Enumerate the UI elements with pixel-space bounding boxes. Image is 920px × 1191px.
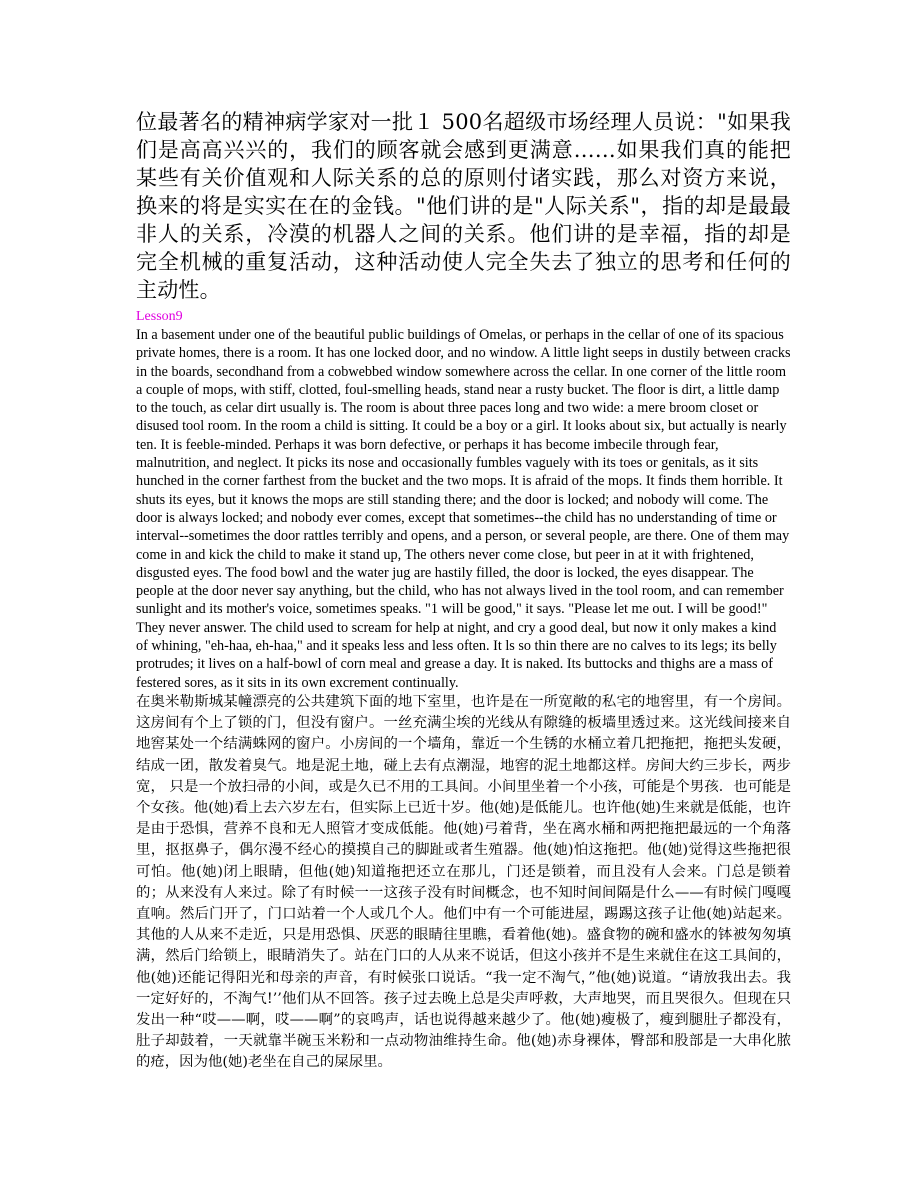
intro-chinese-paragraph: 位最著名的精神病学家对一批１ 500名超级市场经理人员说："如果我们是高高兴兴的，我们的顾客就会感到更满意……如果我们真的能把某些有关价值观和人际关系的总的原则付诸实践，那么对资方来说，换来的将是实实在在的金钱。"他们讲的是"人际关系"，指的却是最最非人的关系，冷漠的机器人之间的关系。他们讲的是幸福，指的却是完全机械的重复活动，这种活动使人完全失去了独立的思考和任何的主动性。 xyxy=(136,110,791,302)
chinese-translation-paragraph: 在奥米勒斯城某幢漂亮的公共建筑下面的地下室里，也许是在一所宽敞的私宅的地窖里，有一个房间。这房间有个上了锁的门，但没有窗户。一丝充满尘埃的光线从有隙缝的板墙里透过来。这光线间接来自地窖某处一个结满蛛网的窗户。小房间的一个墙角，靠近一个生锈的水桶立着几把拖把，拖把头发硬，结成一团，散发着臭气。地是泥土地，碰上去有点潮湿，地窖的泥土地都这样。房间大约三步长，两步宽， 只是一个放扫帚的小间，或是久已不用的工具间。小间里坐着一个小孩，可能是个男孩．也可能是个女孩。他(她)看上去六岁左右，但实际上已近十岁。他(她)是低能儿。也许他(她)生来就是低能，也许是由于恐惧，营养不良和无人照管才变成低能。他(她)弓着背，坐在离水桶和两把拖把最远的一个角落里，抠抠鼻子，偶尔漫不经心的摸摸自己的脚趾或者生殖器。他(她)怕这拖把。他(她)觉得这些拖把很可怕。他(她)闭上眼睛，但他(她)知道拖把还立在那儿，门还是锁着，而且没有人会来。门总是锁着的；从来没有人来过。除了有时候一一这孩子没有时间概念，也不知时间间隔是什么——有时候门嘎嘎直响。然后门开了，门口站着一个人或几个人。他们中有一个可能进屋，踢踢这孩子让他(她)站起来。其他的人从来不走近，只是用恐惧、厌恶的眼睛往里瞧，看着他(她)。盛食物的碗和盛水的钵被匆匆填满，然后门给锁上，眼睛消失了。站在门口的人从来不说话，但这小孩并不是生来就住在这工具间的，他(她)还能记得阳光和母亲的声音，有时候张口说话。“我一定不淘气，”他(她)说道。“请放我出去。我一定好好的，不淘气!’’他们从不回答。孩子过去晚上总是尖声呼救，大声地哭，而且哭很久。但现在只发出一种“哎——啊，哎——啊”的哀鸣声，话也说得越来越少了。他(她)瘦极了，瘦到腿肚子都没有，肚子却鼓着，一天就靠半碗玉米粉和一点动物油维持生命。他(她)赤身裸体，臀部和股部是一大串化脓的疮，因为他(她)老坐在自己的屎尿里。 xyxy=(136,693,791,1071)
document-page xyxy=(136,108,791,1074)
english-paragraph: In a basement under one of the beautiful public buildings of Omelas, or perhaps in the cellar of one of its spacious private homes, there is a room. It has one locked door, and no window. A little light seeps in dustily between cracks in the boards, secondhand from a cobwebbed window somewhere across the cellar. In one corner of the little room a couple of mops, with stiff, clotted, foul-smelling heads, stand near a rusty bucket. The floor is dirt, a little damp to the touch, as celar dirt usually is. The room is about three paces long and two wide: a mere broom closet or disused tool room. In the room a child is sitting. It could be a boy or a girl. It looks about six, but actually is nearly ten. It is feeble-minded. Perhaps it was born defective, or perhaps it has become imbecile through fear, malnutrition, and neglect. It picks its nose and occasionally fumbles vaguely with its toes or genitals, as it sits hunched in the corner farthest from the bucket and the two mops. It is afraid of the mops. It finds them horrible. It shuts its eyes, but it knows the mops are still standing there; and the door is locked; and nobody will come. The door is always locked; and nobody ever comes, except that sometimes--the child has no understanding of time or interval--sometimes the door rattles terribly and opens, and a person, or several people, are there. One of them may come in and kick the child to make it stand up, The others never come close, but peer in at it with frightened, disgusted eyes. The food bowl and the water jug are hastily filled, the door is locked, the eyes disappear. The people at the door never say anything, but the child, who has not always lived in the tool room, and can remember sunlight and its mother's voice, sometimes speaks. "1 will be good," it says. "Please let me out. I will be good!" They never answer. The child used to scream for help at night, and cry a good deal, but now it only makes a kind of whining, "eh-haa, eh-haa," and it speaks less and less often. It ls so thin there are no calves to its legs; its belly protrudes; it lives on a half-bowl of corn meal and grease a day. It is naked. Its buttocks and thighs are a mass of festered sores, as it sits in its own excrement continually. xyxy=(136,327,791,691)
lesson-heading: Lesson9 xyxy=(136,309,183,324)
